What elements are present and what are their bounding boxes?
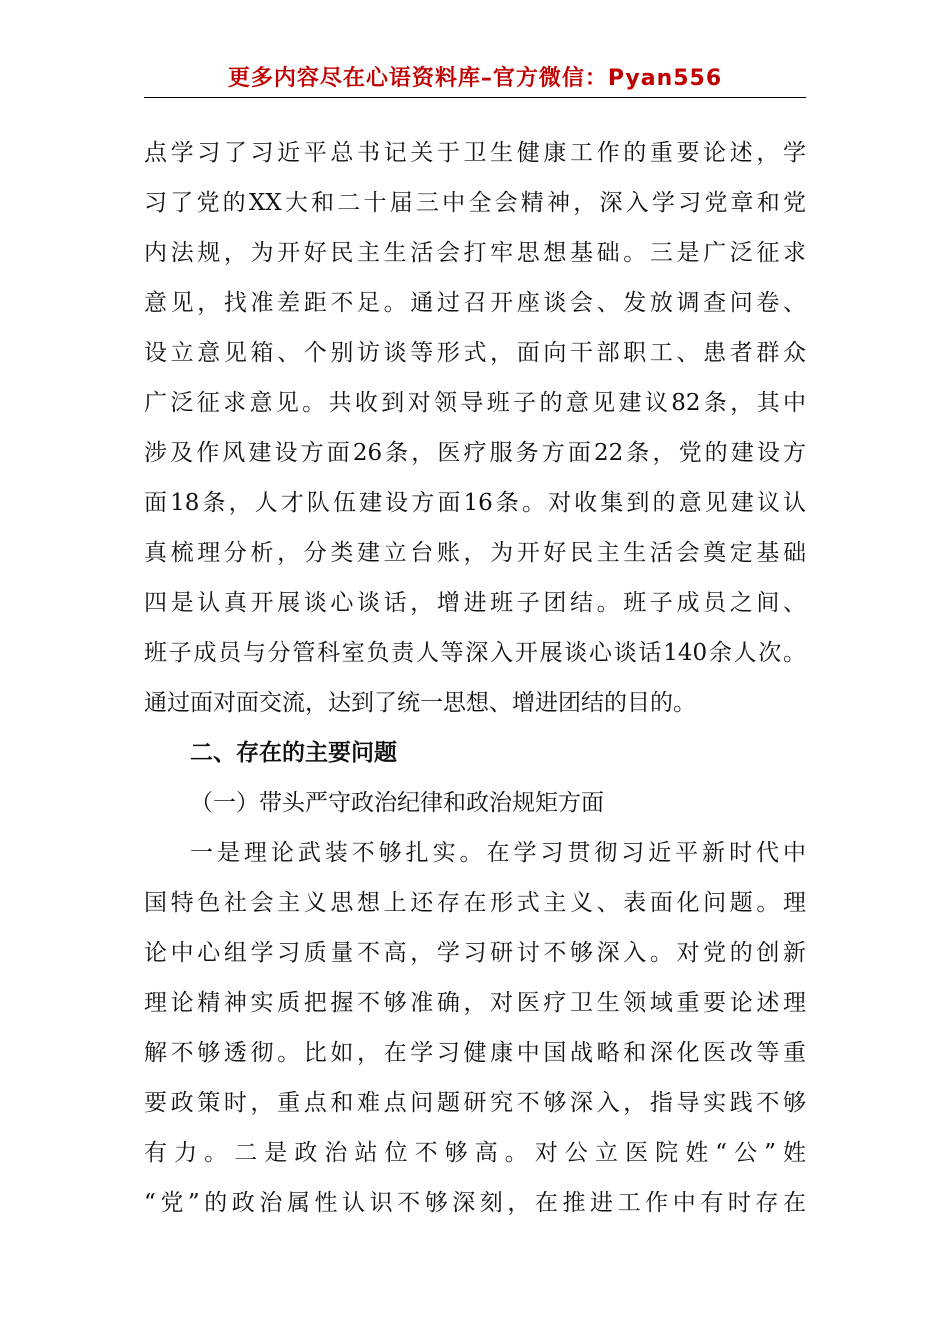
text-line: 解不够透彻。比如，在学习健康中国战略和深化医改等重 — [144, 1040, 806, 1066]
text-line: 意见，找准差距不足。通过召开座谈会、发放调查问卷、 — [144, 290, 806, 316]
text-line: 一是理论武装不够扎实。在学习贯彻习近平新时代中 — [190, 840, 806, 866]
text-line: 点学习了习近平总书记关于卫生健康工作的重要论述，学 — [144, 140, 806, 166]
text-line: 习了党的XX大和二十届三中全会精神，深入学习党章和党 — [144, 190, 806, 216]
text-line: 班子成员与分管科室负责人等深入开展谈心谈话140余人次。 — [144, 640, 806, 666]
text-line: 设立意见箱、个别访谈等形式，面向干部职工、患者群众 — [144, 340, 806, 366]
text-line: “党”的政治属性认识不够深刻，在推进工作中有时存在 — [144, 1190, 806, 1216]
text-line: 四是认真开展谈心谈话，增进班子团结。班子成员之间、 — [144, 590, 806, 616]
text-line: 内法规，为开好民主生活会打牢思想基础。三是广泛征求 — [144, 240, 806, 266]
subsection-heading: （一）带头严守政治纪律和政治规矩方面 — [190, 790, 604, 816]
watermark-header — [0, 64, 950, 94]
section-heading: 二、存在的主要问题 — [190, 740, 397, 766]
document-body — [144, 128, 806, 1228]
watermark-prefix: 更多内容尽在心语资料库 — [227, 66, 481, 91]
text-line: 通过面对面交流，达到了统一思想、增进团结的目的。 — [144, 690, 696, 716]
text-line: 国特色社会主义思想上还存在形式主义、表面化问题。理 — [144, 890, 806, 916]
text-line: 要政策时，重点和难点问题研究不够深入，指导实践不够 — [144, 1090, 806, 1116]
header-divider — [144, 97, 806, 98]
text-line: 理论精神实质把握不够准确，对医疗卫生领域重要论述理 — [144, 990, 806, 1016]
text-line: 论中心组学习质量不高，学习研讨不够深入。对党的创新 — [144, 940, 806, 966]
text-line: 涉及作风建设方面26条，医疗服务方面22条，党的建设方 — [144, 440, 806, 466]
text-line: 真梳理分析，分类建立台账，为开好民主生活会奠定基础 — [144, 540, 806, 566]
watermark-contact: –官方微信：Pyan556 — [480, 66, 723, 91]
text-line: 广泛征求意见。共收到对领导班子的意见建议82条，其中 — [144, 390, 806, 416]
text-line: 面18条，人才队伍建设方面16条。对收集到的意见建议认 — [144, 490, 806, 516]
text-line: 有力。二是政治站位不够高。对公立医院姓“公”姓 — [144, 1140, 806, 1166]
